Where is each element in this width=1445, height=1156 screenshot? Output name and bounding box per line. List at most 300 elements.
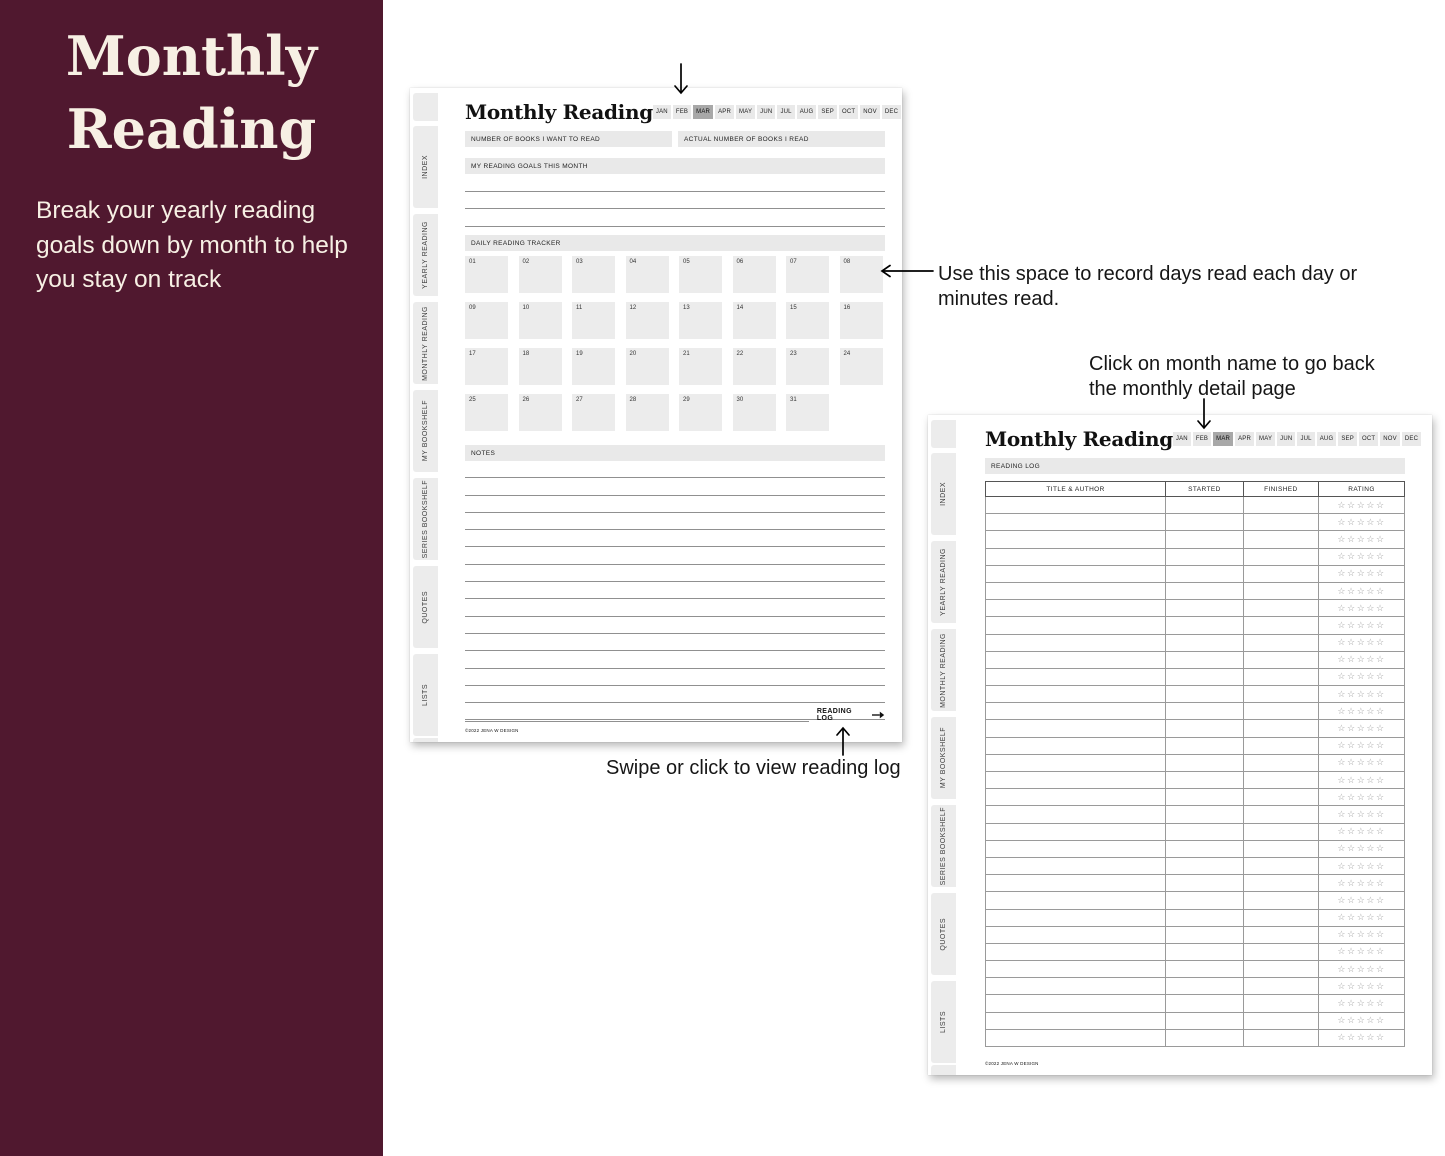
table-row — [986, 823, 1405, 840]
ruled-line — [465, 582, 885, 599]
cell-title-author[interactable] — [986, 651, 1166, 668]
arrow-left-icon — [877, 263, 935, 279]
cell-finished[interactable] — [1243, 565, 1318, 582]
table-row — [986, 754, 1405, 771]
rating-stars[interactable]: ☆☆☆☆☆ — [1319, 497, 1405, 514]
cell-finished[interactable] — [1243, 617, 1318, 634]
ruled-line — [465, 192, 885, 210]
table-row — [986, 995, 1405, 1012]
ruled-line — [465, 547, 885, 564]
cell-finished[interactable] — [1243, 806, 1318, 823]
sidebar-tab-label: INDEX — [940, 482, 947, 506]
cell-finished[interactable] — [1243, 668, 1318, 685]
rating-stars[interactable]: ☆☆☆☆☆ — [1319, 686, 1405, 703]
cell-started[interactable] — [1166, 686, 1244, 703]
rating-stars[interactable]: ☆☆☆☆☆ — [1319, 943, 1405, 960]
month-tab-nov[interactable]: NOV — [860, 105, 880, 119]
sidebar-tab-my-bookshelf[interactable] — [413, 390, 438, 472]
cell-title-author[interactable] — [986, 875, 1166, 892]
cell-title-author[interactable] — [986, 737, 1166, 754]
cell-title-author[interactable] — [986, 617, 1166, 634]
tab-rail — [928, 415, 958, 1075]
ruled-line — [465, 496, 885, 513]
sidebar-tab-label: MONTHLY READING — [940, 632, 947, 708]
day-cell-04[interactable]: 04 — [626, 256, 669, 293]
rating-stars[interactable]: ☆☆☆☆☆ — [1319, 600, 1405, 617]
rating-stars[interactable]: ☆☆☆☆☆ — [1319, 634, 1405, 651]
cell-started[interactable] — [1166, 1029, 1244, 1046]
ruled-line — [465, 617, 885, 634]
side-tab-filler — [413, 93, 438, 121]
page-title: Monthly Reading — [985, 427, 1173, 451]
reading-log-table — [985, 481, 1405, 1047]
cell-finished[interactable] — [1243, 634, 1318, 651]
cell-started[interactable] — [1166, 840, 1244, 857]
cell-started[interactable] — [1166, 995, 1244, 1012]
day-cell-15[interactable]: 15 — [786, 302, 829, 339]
table-row — [986, 686, 1405, 703]
book-count-bars — [465, 131, 885, 147]
month-tab-aug[interactable]: AUG — [797, 105, 817, 119]
day-cell-08[interactable]: 08 — [840, 256, 883, 293]
cell-started[interactable] — [1166, 1012, 1244, 1029]
panel-title-line2: Reading — [66, 97, 317, 161]
cell-started[interactable] — [1166, 926, 1244, 943]
reading-log-link[interactable] — [817, 708, 885, 722]
day-cell-03[interactable]: 03 — [572, 256, 615, 293]
table-row — [986, 720, 1405, 737]
cell-finished[interactable] — [1243, 651, 1318, 668]
day-cell-19[interactable]: 19 — [572, 348, 615, 385]
table-row — [986, 1029, 1405, 1046]
day-cell-25[interactable]: 25 — [465, 394, 508, 431]
day-cell-02[interactable]: 02 — [519, 256, 562, 293]
rating-stars[interactable]: ☆☆☆☆☆ — [1319, 789, 1405, 806]
cell-title-author[interactable] — [986, 497, 1166, 514]
month-tab-strip — [1173, 432, 1421, 446]
cell-title-author[interactable] — [986, 548, 1166, 565]
rating-stars[interactable]: ☆☆☆☆☆ — [1319, 737, 1405, 754]
sidebar-tab-label: YEARLY READING — [940, 548, 947, 616]
cell-finished[interactable] — [1243, 823, 1318, 840]
rating-stars[interactable]: ☆☆☆☆☆ — [1319, 772, 1405, 789]
day-cell-01[interactable]: 01 — [465, 256, 508, 293]
table-row — [986, 978, 1405, 995]
cell-started[interactable] — [1166, 754, 1244, 771]
cell-finished[interactable] — [1243, 995, 1318, 1012]
cell-finished[interactable] — [1243, 737, 1318, 754]
day-cell-10[interactable]: 10 — [519, 302, 562, 339]
daily-tracker-grid — [465, 256, 884, 431]
rating-stars[interactable]: ☆☆☆☆☆ — [1319, 582, 1405, 599]
rating-stars[interactable]: ☆☆☆☆☆ — [1319, 995, 1405, 1012]
ruled-line — [465, 565, 885, 582]
sidebar-tab-index[interactable] — [413, 126, 438, 208]
column-header-started: STARTED — [1166, 482, 1244, 497]
side-tab-filler — [931, 420, 956, 448]
sidebar-tab-label: MONTHLY READING — [422, 305, 429, 381]
cell-finished[interactable] — [1243, 1029, 1318, 1046]
cell-started[interactable] — [1166, 961, 1244, 978]
month-tab-jan[interactable]: JAN — [1173, 432, 1191, 446]
cell-started[interactable] — [1166, 497, 1244, 514]
rating-stars[interactable]: ☆☆☆☆☆ — [1319, 703, 1405, 720]
table-row — [986, 772, 1405, 789]
sidebar-tab-yearly-reading[interactable] — [413, 214, 438, 296]
arrow-down-icon — [1195, 397, 1213, 433]
column-header-finished: FINISHED — [1243, 482, 1318, 497]
sidebar-tab-quotes[interactable] — [413, 566, 438, 648]
day-cell-20[interactable]: 20 — [626, 348, 669, 385]
day-cell-18[interactable]: 18 — [519, 348, 562, 385]
rating-stars[interactable]: ☆☆☆☆☆ — [1319, 651, 1405, 668]
cell-finished[interactable] — [1243, 686, 1318, 703]
sidebar-tab-series-bookshelf[interactable] — [931, 805, 956, 887]
cell-started[interactable] — [1166, 943, 1244, 960]
cell-title-author[interactable] — [986, 720, 1166, 737]
cell-finished[interactable] — [1243, 720, 1318, 737]
day-cell-22[interactable]: 22 — [733, 348, 776, 385]
rating-stars[interactable]: ☆☆☆☆☆ — [1319, 909, 1405, 926]
month-tab-jul[interactable]: JUL — [777, 105, 794, 119]
sidebar-tab-monthly-reading[interactable] — [413, 302, 438, 384]
cell-title-author[interactable] — [986, 789, 1166, 806]
cell-title-author[interactable] — [986, 754, 1166, 771]
cell-finished[interactable] — [1243, 875, 1318, 892]
table-row — [986, 926, 1405, 943]
month-tab-mar[interactable]: MAR — [693, 105, 713, 119]
cell-started[interactable] — [1166, 703, 1244, 720]
table-row — [986, 497, 1405, 514]
ruled-line — [465, 530, 885, 547]
panel-title — [0, 20, 383, 166]
sidebar-tab-label: SERIES BOOKSHELF — [940, 806, 947, 886]
cell-started[interactable] — [1166, 600, 1244, 617]
day-cell-09[interactable]: 09 — [465, 302, 508, 339]
goals-lines — [465, 174, 885, 227]
day-cell-28[interactable]: 28 — [626, 394, 669, 431]
cell-title-author[interactable] — [986, 995, 1166, 1012]
page-reading-log — [928, 415, 1432, 1075]
month-tab-sep[interactable]: SEP — [818, 105, 837, 119]
cell-title-author[interactable] — [986, 1012, 1166, 1029]
month-tab-dec[interactable]: DEC — [882, 105, 901, 119]
cell-started[interactable] — [1166, 582, 1244, 599]
cell-started[interactable] — [1166, 909, 1244, 926]
sidebar-tab-label: LISTS — [422, 684, 429, 706]
side-tab-filler — [413, 738, 438, 742]
column-header-title-author: TITLE & AUTHOR — [986, 482, 1166, 497]
day-cell-16[interactable]: 16 — [840, 302, 883, 339]
cell-finished[interactable] — [1243, 978, 1318, 995]
table-row — [986, 651, 1405, 668]
cell-finished[interactable] — [1243, 754, 1318, 771]
cell-title-author[interactable] — [986, 806, 1166, 823]
sidebar-tab-quotes[interactable] — [931, 893, 956, 975]
panel-title-line1: Monthly — [65, 24, 318, 88]
cell-finished[interactable] — [1243, 600, 1318, 617]
cell-finished[interactable] — [1243, 961, 1318, 978]
day-cell-24[interactable]: 24 — [840, 348, 883, 385]
month-tab-apr[interactable]: APR — [1235, 432, 1254, 446]
cell-title-author[interactable] — [986, 531, 1166, 548]
month-tab-jun[interactable]: JUN — [757, 105, 775, 119]
cell-finished[interactable] — [1243, 943, 1318, 960]
sidebar-tab-label: QUOTES — [940, 917, 947, 951]
column-header-rating: RATING — [1319, 482, 1405, 497]
month-tab-strip — [653, 105, 901, 119]
month-tab-jul[interactable]: JUL — [1297, 432, 1314, 446]
cell-title-author[interactable] — [986, 1029, 1166, 1046]
cell-started[interactable] — [1166, 634, 1244, 651]
cell-finished[interactable] — [1243, 857, 1318, 874]
cell-title-author[interactable] — [986, 840, 1166, 857]
sidebar-tab-yearly-reading[interactable] — [931, 541, 956, 623]
rating-stars[interactable]: ☆☆☆☆☆ — [1319, 1029, 1405, 1046]
rating-stars[interactable]: ☆☆☆☆☆ — [1319, 531, 1405, 548]
cell-finished[interactable] — [1243, 892, 1318, 909]
cell-started[interactable] — [1166, 892, 1244, 909]
month-tab-dec[interactable]: DEC — [1402, 432, 1421, 446]
sidebar-tab-label: YEARLY READING — [422, 221, 429, 289]
cell-finished[interactable] — [1243, 514, 1318, 531]
rating-stars[interactable]: ☆☆☆☆☆ — [1319, 565, 1405, 582]
cell-started[interactable] — [1166, 720, 1244, 737]
cell-title-author[interactable] — [986, 668, 1166, 685]
cell-title-author[interactable] — [986, 909, 1166, 926]
arrow-down-icon — [672, 62, 690, 98]
rating-stars[interactable]: ☆☆☆☆☆ — [1319, 875, 1405, 892]
rating-stars[interactable]: ☆☆☆☆☆ — [1319, 857, 1405, 874]
cell-started[interactable] — [1166, 823, 1244, 840]
cell-started[interactable] — [1166, 531, 1244, 548]
cell-title-author[interactable] — [986, 634, 1166, 651]
day-cell-17[interactable]: 17 — [465, 348, 508, 385]
cell-title-author[interactable] — [986, 600, 1166, 617]
cell-started[interactable] — [1166, 737, 1244, 754]
panel-description: Break your yearly reading goals down by month to help you stay on track — [36, 197, 348, 293]
day-cell-27[interactable]: 27 — [572, 394, 615, 431]
cell-title-author[interactable] — [986, 772, 1166, 789]
day-cell-30[interactable]: 30 — [733, 394, 776, 431]
cell-finished[interactable] — [1243, 548, 1318, 565]
ruled-line — [465, 478, 885, 495]
month-tab-may[interactable]: MAY — [736, 105, 755, 119]
notes-header: NOTES — [465, 445, 885, 461]
reading-log-link-label: READING LOG — [816, 708, 852, 722]
month-tab-oct[interactable]: OCT — [839, 105, 858, 119]
sidebar-tab-label: LISTS — [940, 1011, 947, 1033]
table-row — [986, 703, 1405, 720]
goals-header: MY READING GOALS THIS MONTH — [465, 158, 885, 174]
day-cell-31[interactable]: 31 — [786, 394, 829, 431]
cell-finished[interactable] — [1243, 909, 1318, 926]
annotation-month-note: Click on month name to go back the monthly detail page — [1089, 353, 1375, 400]
table-row — [986, 943, 1405, 960]
month-tab-oct[interactable]: OCT — [1359, 432, 1378, 446]
side-tab-filler — [931, 1065, 956, 1075]
month-tab-feb[interactable]: FEB — [673, 105, 691, 119]
sidebar-tab-label: QUOTES — [422, 590, 429, 624]
table-row — [986, 806, 1405, 823]
cell-finished[interactable] — [1243, 703, 1318, 720]
cell-started[interactable] — [1166, 806, 1244, 823]
table-row — [986, 600, 1405, 617]
sidebar-tab-label: SERIES BOOKSHELF — [422, 479, 429, 559]
day-cell-11[interactable]: 11 — [572, 302, 615, 339]
day-cell-12[interactable]: 12 — [626, 302, 669, 339]
table-row — [986, 961, 1405, 978]
ruled-line — [465, 599, 885, 616]
table-row — [986, 840, 1405, 857]
rating-stars[interactable]: ☆☆☆☆☆ — [1319, 514, 1405, 531]
day-cell-21[interactable]: 21 — [679, 348, 722, 385]
month-tab-mar[interactable]: MAR — [1213, 432, 1233, 446]
month-tab-aug[interactable]: AUG — [1317, 432, 1337, 446]
reading-log-row — [465, 704, 885, 722]
sidebar-tab-label: MY BOOKSHELF — [422, 400, 429, 462]
day-cell-29[interactable]: 29 — [679, 394, 722, 431]
table-row — [986, 634, 1405, 651]
cell-started[interactable] — [1166, 565, 1244, 582]
rating-stars[interactable]: ☆☆☆☆☆ — [1319, 806, 1405, 823]
books-want-header: NUMBER OF BOOKS I WANT TO READ — [465, 131, 672, 147]
month-tab-feb[interactable]: FEB — [1193, 432, 1211, 446]
cell-finished[interactable] — [1243, 840, 1318, 857]
table-row — [986, 531, 1405, 548]
arrow-right-icon — [872, 711, 885, 719]
month-tab-jan[interactable]: JAN — [653, 105, 671, 119]
cell-title-author[interactable] — [986, 514, 1166, 531]
cell-started[interactable] — [1166, 651, 1244, 668]
ruled-line — [465, 669, 885, 686]
month-tab-nov[interactable]: NOV — [1380, 432, 1400, 446]
cell-started[interactable] — [1166, 772, 1244, 789]
month-tab-may[interactable]: MAY — [1256, 432, 1275, 446]
table-row — [986, 737, 1405, 754]
rating-stars[interactable]: ☆☆☆☆☆ — [1319, 926, 1405, 943]
rating-stars[interactable]: ☆☆☆☆☆ — [1319, 754, 1405, 771]
month-tab-sep[interactable]: SEP — [1338, 432, 1357, 446]
table-row — [986, 892, 1405, 909]
cell-started[interactable] — [1166, 617, 1244, 634]
table-row — [986, 668, 1405, 685]
table-header-row — [986, 482, 1405, 497]
left-panel — [0, 0, 383, 1156]
day-cell-05[interactable]: 05 — [679, 256, 722, 293]
page-footer: ©2022 JENA W DESIGN — [985, 1061, 1039, 1066]
cell-title-author[interactable] — [986, 565, 1166, 582]
cell-title-author[interactable] — [986, 857, 1166, 874]
month-tab-apr[interactable]: APR — [715, 105, 734, 119]
cell-title-author[interactable] — [986, 582, 1166, 599]
day-cell-23[interactable]: 23 — [786, 348, 829, 385]
sidebar-tab-label: INDEX — [422, 155, 429, 179]
cell-started[interactable] — [1166, 668, 1244, 685]
cell-finished[interactable] — [1243, 582, 1318, 599]
arrow-up-icon — [834, 724, 852, 757]
notes-lines — [465, 461, 885, 720]
ruled-line — [465, 513, 885, 530]
cell-title-author[interactable] — [986, 892, 1166, 909]
cell-title-author[interactable] — [986, 823, 1166, 840]
reading-log-header: READING LOG — [985, 458, 1405, 474]
cell-finished[interactable] — [1243, 1012, 1318, 1029]
page-title: Monthly Reading — [465, 100, 653, 124]
ruled-line — [465, 461, 885, 478]
day-cell-13[interactable]: 13 — [679, 302, 722, 339]
cell-title-author[interactable] — [986, 978, 1166, 995]
table-row — [986, 875, 1405, 892]
cell-started[interactable] — [1166, 857, 1244, 874]
sidebar-tab-index[interactable] — [931, 453, 956, 535]
page-header — [465, 98, 899, 126]
cell-started[interactable] — [1166, 789, 1244, 806]
ruled-line — [465, 634, 885, 651]
cell-finished[interactable] — [1243, 772, 1318, 789]
cell-finished[interactable] — [1243, 497, 1318, 514]
sidebar-tab-lists[interactable] — [413, 654, 438, 736]
ruled-line — [465, 174, 885, 192]
cell-finished[interactable] — [1243, 789, 1318, 806]
cell-started[interactable] — [1166, 514, 1244, 531]
cell-title-author[interactable] — [986, 961, 1166, 978]
day-cell-26[interactable]: 26 — [519, 394, 562, 431]
rating-stars[interactable]: ☆☆☆☆☆ — [1319, 668, 1405, 685]
rating-stars[interactable]: ☆☆☆☆☆ — [1319, 823, 1405, 840]
tracker-header: DAILY READING TRACKER — [465, 235, 885, 251]
page-footer: ©2022 JENA W DESIGN — [465, 728, 519, 733]
sidebar-tab-lists[interactable] — [931, 981, 956, 1063]
annotation-tracker-note: Use this space to record days read each day or minutes read. — [938, 263, 1358, 310]
day-cell-14[interactable]: 14 — [733, 302, 776, 339]
sidebar-tab-monthly-reading[interactable] — [931, 629, 956, 711]
rating-stars[interactable]: ☆☆☆☆☆ — [1319, 892, 1405, 909]
rating-stars[interactable]: ☆☆☆☆☆ — [1319, 720, 1405, 737]
month-tab-jun[interactable]: JUN — [1277, 432, 1295, 446]
cell-started[interactable] — [1166, 978, 1244, 995]
table-row — [986, 617, 1405, 634]
ruled-line — [465, 705, 809, 722]
table-row — [986, 565, 1405, 582]
rating-stars[interactable]: ☆☆☆☆☆ — [1319, 548, 1405, 565]
cell-started[interactable] — [1166, 875, 1244, 892]
rating-stars[interactable]: ☆☆☆☆☆ — [1319, 1012, 1405, 1029]
day-cell-06[interactable]: 06 — [733, 256, 776, 293]
day-cell-07[interactable]: 07 — [786, 256, 829, 293]
cell-finished[interactable] — [1243, 531, 1318, 548]
cell-title-author[interactable] — [986, 703, 1166, 720]
cell-title-author[interactable] — [986, 686, 1166, 703]
cell-finished[interactable] — [1243, 926, 1318, 943]
rating-stars[interactable]: ☆☆☆☆☆ — [1319, 978, 1405, 995]
table-row — [986, 909, 1405, 926]
annotation-swipe-note: Swipe or click to view reading log — [606, 757, 901, 779]
rating-stars[interactable]: ☆☆☆☆☆ — [1319, 840, 1405, 857]
tab-rail — [410, 88, 440, 742]
table-row — [986, 514, 1405, 531]
ruled-line — [465, 209, 885, 227]
cell-title-author[interactable] — [986, 943, 1166, 960]
cell-started[interactable] — [1166, 548, 1244, 565]
cell-title-author[interactable] — [986, 926, 1166, 943]
rating-stars[interactable]: ☆☆☆☆☆ — [1319, 617, 1405, 634]
table-row — [986, 548, 1405, 565]
sidebar-tab-series-bookshelf[interactable] — [413, 478, 438, 560]
table-row — [986, 857, 1405, 874]
table-row — [986, 1012, 1405, 1029]
rating-stars[interactable]: ☆☆☆☆☆ — [1319, 961, 1405, 978]
